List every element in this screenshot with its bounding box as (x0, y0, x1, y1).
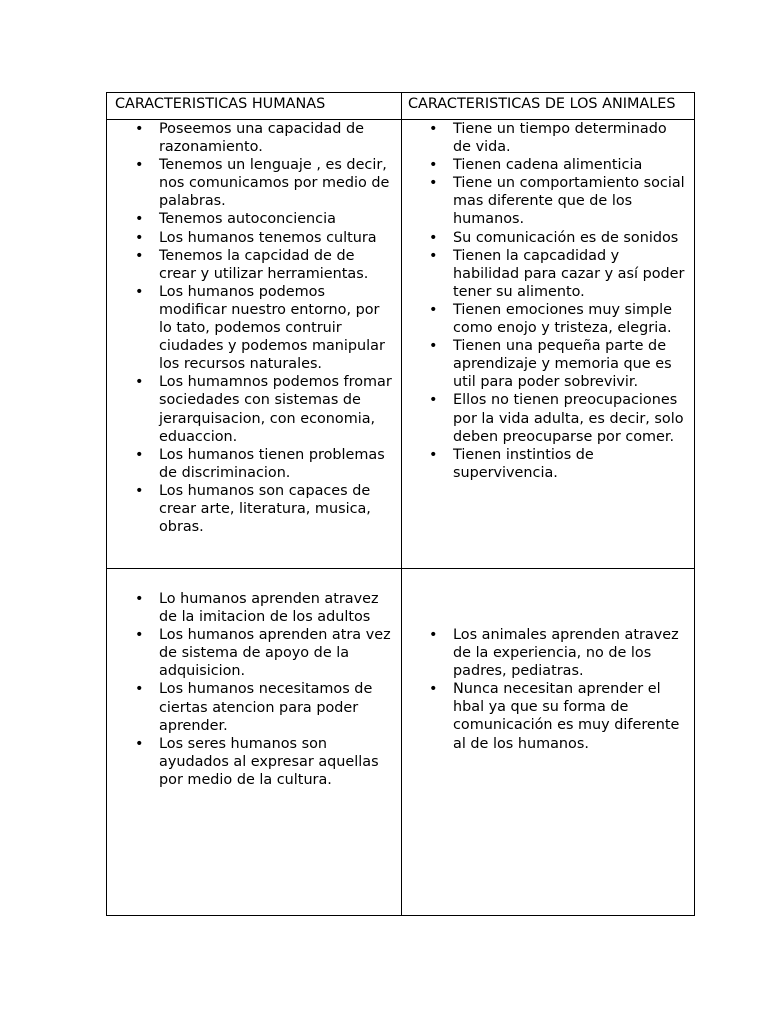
list-item: • Su comunicación es de sonidos (409, 229, 687, 247)
header-animal-characteristics: CARACTERISTICAS DE LOS ANIMALES (408, 96, 676, 112)
list-item: • Tenemos un lenguaje , es decir, nos comunicamos por medio de palabras. (115, 156, 393, 210)
cell-human-row2 (115, 590, 393, 789)
list-item: • Nunca necesitan aprender el hbal ya que su forma de comunicación es muy diferente al de los humanos. (409, 680, 687, 752)
list-item: • Tienen la capcadidad y habilidad para cazar y así poder tener su alimento. (409, 247, 687, 301)
list-item: • Los humamnos podemos fromar sociedades con sistemas de jerarquisacion, con economia, eduaccion. (115, 373, 393, 445)
list-item: • Poseemos una capacidad de razonamiento. (115, 120, 393, 156)
cell-human-row1 (115, 120, 393, 536)
cell-animal-row1 (409, 120, 687, 482)
list-item: • Ellos no tienen preocupaciones por la vida adulta, es decir, solo deben preocuparse por comer. (409, 391, 687, 445)
list-item: • Tienen una pequeña parte de aprendizaje y memoria que es util para poder sobrevivir. (409, 337, 687, 391)
list-item: • Los humanos aprenden atra vez de sistema de apoyo de la adquisicion. (115, 626, 393, 680)
comparison-table (106, 92, 695, 916)
list-item: • Los humanos tenemos cultura (115, 229, 393, 247)
list-item: • Tenemos autoconciencia (115, 210, 393, 228)
list-item: • Tienen emociones muy simple como enojo y tristeza, elegria. (409, 301, 687, 337)
list-item: • Lo humanos aprenden atravez de la imitacion de los adultos (115, 590, 393, 626)
list-item: • Los humanos necesitamos de ciertas atencion para poder aprender. (115, 680, 393, 734)
list-item: • Los humanos podemos modificar nuestro entorno, por lo tato, podemos contruir ciudades y podemos manipular los recursos naturales. (115, 283, 393, 373)
list-item: • Tienen instintios de supervivencia. (409, 446, 687, 482)
list-item: • Los animales aprenden atravez de la experiencia, no de los padres, pediatras. (409, 626, 687, 680)
list-item: • Tenemos la capcidad de de crear y utilizar herramientas. (115, 247, 393, 283)
row-divider (107, 568, 694, 569)
list-item: • Los humanos son capaces de crear arte, literatura, musica, obras. (115, 482, 393, 536)
list-item: • Tiene un tiempo determinado de vida. (409, 120, 687, 156)
header-human-characteristics: CARACTERISTICAS HUMANAS (115, 96, 326, 112)
column-divider (401, 93, 402, 915)
list-item: • Tienen cadena alimenticia (409, 156, 687, 174)
list-item: • Los humanos tienen problemas de discriminacion. (115, 446, 393, 482)
list-item: • Tiene un comportamiento social mas diferente que de los humanos. (409, 174, 687, 228)
list-item: • Los seres humanos son ayudados al expresar aquellas por medio de la cultura. (115, 735, 393, 789)
cell-animal-row2 (409, 626, 687, 753)
